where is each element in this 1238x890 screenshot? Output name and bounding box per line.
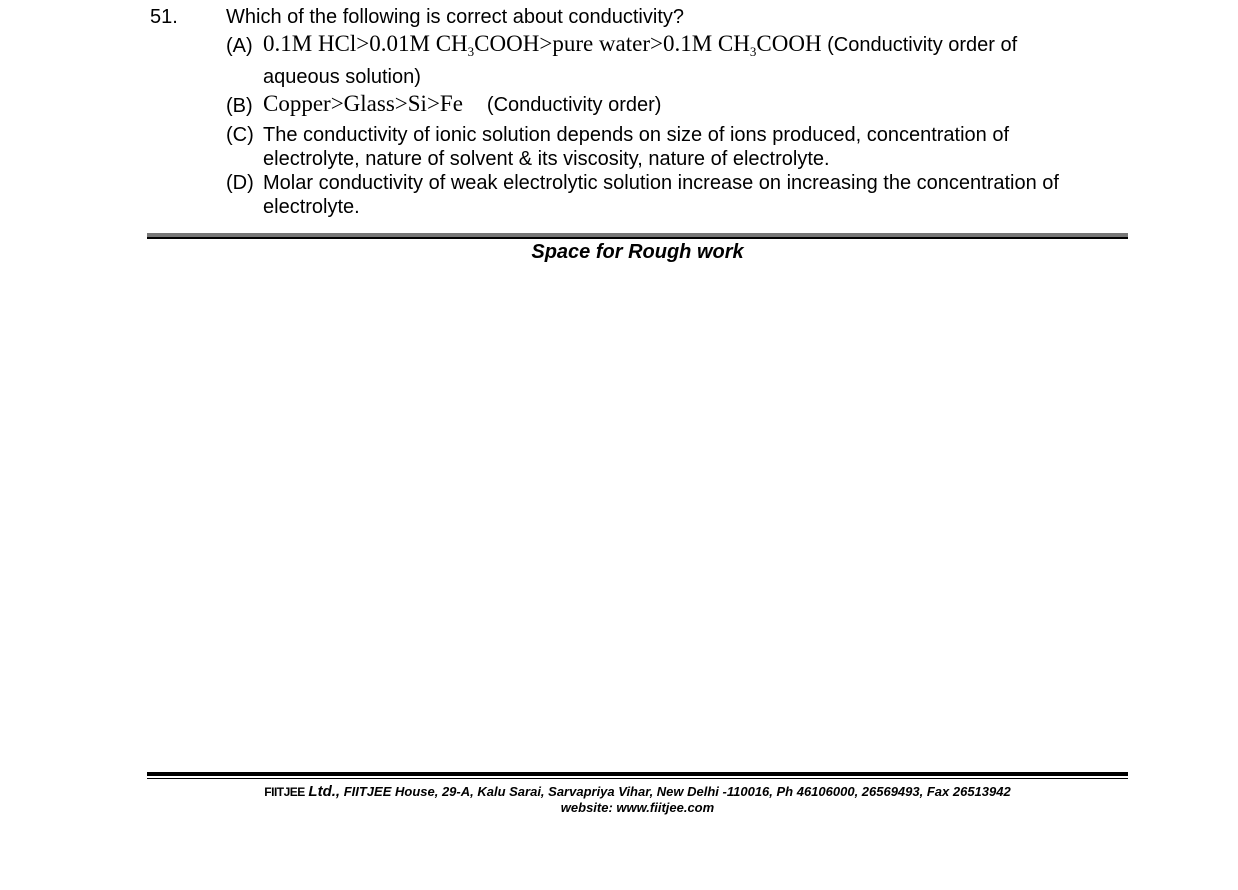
option-c-line2: electrolyte, nature of solvent & its viscosity, nature of electrolyte. <box>263 148 830 170</box>
option-d-line2: electrolyte. <box>263 196 360 218</box>
option-a-label: (A) <box>226 35 253 57</box>
option-b-math: Copper>Glass>Si>Fe <box>263 91 463 116</box>
footer-address-text: FIITJEE House, 29-A, Kalu Sarai, Sarvapriya Vihar, New Delhi -110016, Ph 46106000, 26569493, Fax 26513942 <box>343 784 1011 799</box>
option-d-label: (D) <box>226 172 254 194</box>
rough-work-top-rule-inner <box>147 237 1128 239</box>
footer-brand: FIITJEE <box>264 785 305 799</box>
question-text: Which of the following is correct about conductivity? <box>226 6 684 28</box>
option-c-label: (C) <box>226 124 254 146</box>
question-number: 51. <box>150 6 178 28</box>
footer-website: website: www.fiitjee.com <box>560 800 715 815</box>
option-a-note: (Conductivity order of <box>821 34 1018 56</box>
rough-work-heading: Space for Rough work <box>531 241 744 263</box>
footer-rule <box>147 772 1128 776</box>
option-c-line1: The conductivity of ionic solution depends on size of ions produced, concentration of <box>263 124 1010 146</box>
option-a-line1 <box>263 31 1017 57</box>
option-d-line1: Molar conductivity of weak electrolytic solution increase on increasing the concentration of <box>263 172 1059 194</box>
option-b-line <box>263 91 661 117</box>
footer-address <box>0 783 1238 800</box>
footer-rule-inner <box>147 778 1128 779</box>
option-b-label: (B) <box>226 95 253 117</box>
footer-ltd: Ltd., <box>308 783 341 800</box>
option-b-note: (Conductivity order) <box>486 94 662 116</box>
option-a-math: 0.1M HCl>0.01M $CH_3COOH>pure$ water>0.1M $CH_3COOH$ <box>263 31 822 59</box>
option-a-line2: aqueous solution) <box>263 66 421 88</box>
